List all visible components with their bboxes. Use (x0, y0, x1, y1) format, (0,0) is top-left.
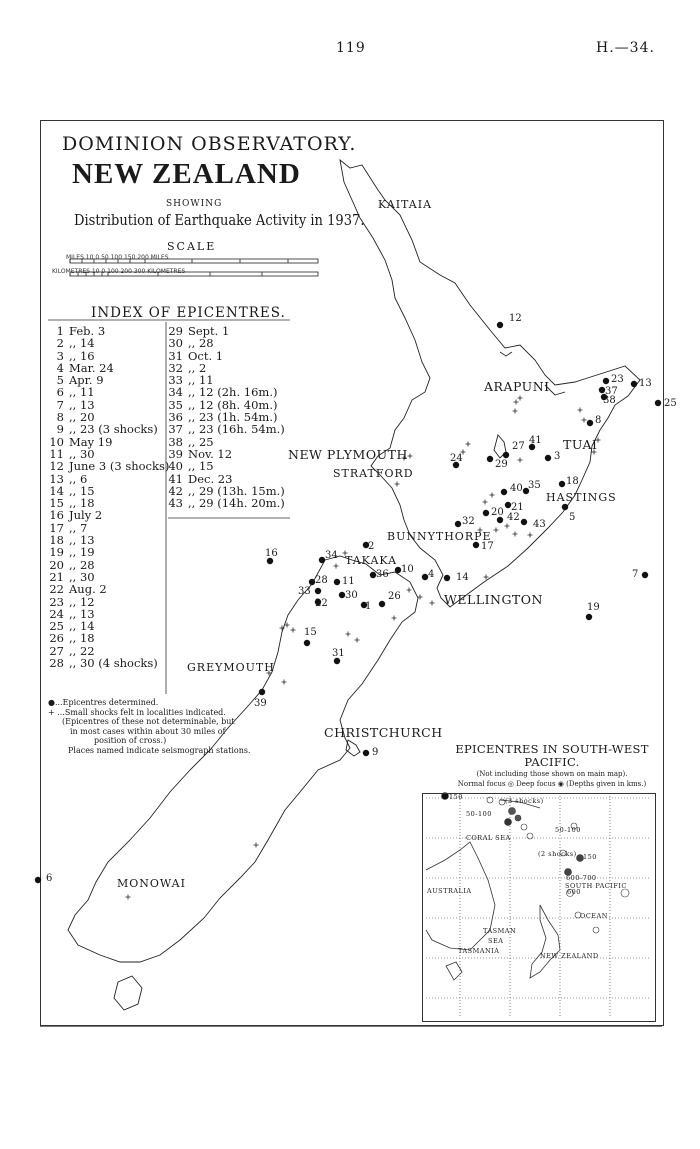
page-number: 119 (336, 40, 366, 56)
scale-km-label: KILOMETRES 10 0 100 200 300 KILOMETRES (52, 268, 186, 275)
small-shock-cross (392, 616, 397, 621)
station-hastings: HASTINGS (546, 491, 617, 504)
small-shock-cross (578, 408, 583, 413)
index-row: 16 July 2 (49, 508, 103, 523)
epicentre-label: 39 (254, 698, 267, 709)
small-shock-cross (518, 396, 523, 401)
epicentre-label: 37 (605, 386, 618, 397)
stewart-island-outline (114, 976, 142, 1010)
small-shock-cross (407, 588, 412, 593)
epicentre-dot (642, 572, 648, 578)
index-row: 13 ,, 6 (49, 471, 88, 486)
index-row: 29 Sept. 1 (168, 324, 230, 338)
index-row: 37 ,, 23 (16h. 54m.) (168, 422, 285, 437)
epicentre-dot (363, 750, 369, 756)
index-row: 40 ,, 15 (168, 459, 214, 474)
epicentre-label: 27 (512, 441, 525, 452)
epicentre-dot (444, 575, 450, 581)
epicentre-label: 34 (325, 550, 338, 561)
epicentre-label: 13 (639, 378, 652, 389)
small-shock-cross (126, 895, 131, 900)
epicentre-dot (334, 579, 340, 585)
station-tuai: TUAI (563, 437, 598, 452)
small-shock-cross (483, 500, 488, 505)
inset-label-australia: AUSTRALIA (427, 887, 472, 895)
inset-label-tasmania: TASMANIA (458, 947, 500, 955)
station-new-plymouth: NEW PLYMOUTH (288, 447, 408, 462)
epicentre-label: 26 (388, 591, 401, 602)
station-takaka: TAKAKA (345, 554, 398, 567)
epicentre-dot (304, 640, 310, 646)
epicentre-label: 28 (315, 575, 328, 586)
index-rules (48, 320, 290, 694)
inset-label-tasman: TASMAN (483, 927, 517, 935)
index-row: 31 Oct. 1 (168, 348, 224, 363)
index-row: 1 Feb. 3 (56, 324, 106, 338)
index-row: 27 ,, 22 (49, 643, 95, 658)
inset-label-depth: 600-700 (566, 874, 597, 882)
legend-note-1: (Epicentres of these not determinable, but (62, 717, 235, 726)
south-island-coast (68, 556, 418, 1010)
index-row: 8 ,, 20 (56, 410, 95, 425)
epicentre-dot (631, 381, 637, 387)
epicentre-dot (497, 322, 503, 328)
small-shock-cross (528, 533, 533, 538)
inset-note: (Not including those shown on main map). (476, 770, 628, 778)
index-row: 33 ,, 11 (168, 373, 214, 388)
index-row: 15 ,, 18 (49, 496, 95, 511)
epicentre-label: 29 (495, 459, 508, 470)
scale-miles-label: MILES 10 0 50 100 150 200 MILES (66, 254, 169, 261)
index-row: 9 ,, 23 (3 shocks) (56, 422, 158, 437)
title-observatory: DOMINION OBSERVATORY. (62, 133, 357, 155)
epicentre-dot (559, 481, 565, 487)
legend-stations-note: Places named indicate seismograph stations. (68, 745, 251, 755)
index-row: 10 May 19 (49, 434, 113, 449)
index-row: 30 ,, 28 (168, 336, 214, 351)
index-row: 22 Aug. 2 (49, 582, 107, 597)
title-country: NEW ZEALAND (72, 158, 301, 190)
index-row: 11 ,, 30 (49, 446, 95, 461)
small-shock-cross (355, 638, 360, 643)
index-row: 34 ,, 12 (2h. 16m.) (168, 385, 278, 400)
epicentre-dot (501, 489, 507, 495)
page-reference: H.—34. (596, 40, 655, 56)
epicentre-label: 35 (528, 480, 541, 491)
small-shock-cross (254, 843, 259, 848)
index-row: 12 June 3 (3 shocks) (49, 459, 170, 474)
scale-label: SCALE (167, 240, 217, 253)
index-row: 2 ,, 14 (56, 336, 95, 351)
index-row: 3 ,, 16 (56, 348, 95, 363)
title-showing: SHOWING (166, 199, 223, 209)
epicentre-label: 31 (332, 648, 345, 659)
scale-bar-km (70, 272, 318, 276)
index-row: 26 ,, 18 (49, 631, 95, 646)
title-subject: Distribution of Earthquake Activity in 1937. (74, 213, 365, 229)
epicentre-label: 17 (481, 541, 494, 552)
scale-bars (70, 259, 318, 276)
epicentre-dot (455, 521, 461, 527)
epicentre-dot (603, 378, 609, 384)
epicentre-label: 4 (428, 569, 435, 580)
station-christchurch: CHRISTCHURCH (324, 725, 443, 740)
epicentre-label: 41 (529, 435, 542, 446)
inset-title-1: EPICENTRES IN SOUTH-WEST (455, 742, 649, 756)
epicentre-dot (587, 420, 593, 426)
epicentre-label: 2 (368, 541, 375, 552)
station-arapuni: ARAPUNI (484, 379, 550, 394)
epicentre-label: 5 (569, 512, 576, 523)
index-row: 36 ,, 23 (1h. 54m.) (168, 410, 278, 425)
epicentre-label: 36 (376, 569, 389, 580)
small-shock-cross (430, 601, 435, 606)
index-title: INDEX OF EPICENTRES. (91, 305, 286, 321)
station-monowai: MONOWAI (117, 877, 186, 890)
index-row: 41 Dec. 23 (168, 471, 233, 486)
index-row: 43 ,, 29 (14h. 20m.) (168, 496, 285, 511)
epicentre-dot (379, 601, 385, 607)
epicentre-label: 38 (603, 395, 616, 406)
small-shock-cross (466, 442, 471, 447)
inset-label-depth: 150 (583, 853, 597, 861)
index-row: 35 ,, 12 (8h. 40m.) (168, 397, 278, 412)
scale-ticks-km (70, 272, 262, 276)
inset-label-depth: 150 (449, 793, 463, 801)
inset-label-depth: 600 (567, 888, 581, 896)
small-shock-cross (395, 482, 400, 487)
epicentre-label: 19 (587, 602, 600, 613)
index-row: 23 ,, 12 (49, 594, 95, 609)
epicentre-label: 7 (632, 569, 639, 580)
epicentre-label: 6 (46, 873, 53, 884)
station-kaitaia: KAITAIA (378, 198, 433, 211)
small-shock-cross (505, 524, 510, 529)
index-row: 6 ,, 11 (56, 385, 95, 400)
banks-peninsula (346, 740, 360, 756)
epicentre-label: 12 (509, 313, 522, 324)
index-row: 4 Mar. 24 (56, 360, 114, 375)
epicentre-label: 3 (554, 451, 561, 462)
small-shock-cross (513, 532, 518, 537)
epicentre-label: 24 (450, 453, 463, 464)
epicentre-dot (483, 510, 489, 516)
index-row: 42 ,, 29 (13h. 15m.) (168, 483, 285, 498)
epicentre-label: 32 (462, 516, 475, 527)
inset-map-box (422, 793, 656, 1022)
inset-title-2: PACIFIC. (524, 755, 580, 769)
inset-label-depth: 50-100 (555, 826, 581, 834)
station-wellington: WELLINGTON (444, 592, 543, 607)
index-row: 21 ,, 30 (49, 569, 95, 584)
epicentre-label: 18 (566, 476, 579, 487)
small-shock-cross (408, 454, 413, 459)
epicentre-label: 40 (510, 483, 523, 494)
small-shock-cross (346, 632, 351, 637)
small-shock-cross (291, 628, 296, 633)
inset-key: Normal focus ◎ Deep focus ◉ (Depths given in kms.) (457, 780, 647, 788)
epicentre-dot (315, 588, 321, 594)
small-shock-cross (514, 400, 519, 405)
index-row: 25 ,, 14 (49, 619, 95, 634)
epicentre-label: 20 (491, 507, 504, 518)
epicentre-dot (259, 689, 265, 695)
legend-small-shocks: + ...Small shocks felt in localities indicated. (48, 707, 226, 717)
index-row: 5 Apr. 9 (56, 373, 104, 388)
small-shock-cross (518, 458, 523, 463)
epicentre-label: 22 (315, 598, 328, 609)
index-row: 24 ,, 13 (49, 606, 95, 621)
index-row: 20 ,, 28 (49, 557, 95, 572)
epicentre-label: 11 (342, 576, 355, 587)
small-shock-cross (490, 493, 495, 498)
inset-label-coral-sea: CORAL SEA (466, 834, 511, 842)
station-stratford: STRATFORD (333, 467, 414, 480)
scale-bar-miles (70, 259, 318, 263)
epicentre-dot (545, 455, 551, 461)
legend-note-2: in most cases within about 30 miles of (70, 726, 226, 736)
small-shock-cross (484, 575, 489, 580)
epicentre-dot (35, 877, 41, 883)
inset-label-south-pacific: SOUTH PACIFIC (565, 882, 627, 890)
epicentre-label: 30 (345, 590, 358, 601)
inset-label-2-shocks: (2 shocks) (538, 850, 577, 858)
epicentre-label: 15 (304, 627, 317, 638)
index-row: 32 ,, 2 (168, 360, 207, 375)
epicentre-label: 14 (456, 572, 469, 583)
inset-label-sea: SEA (488, 937, 504, 945)
epicentre-label: 43 (533, 519, 546, 530)
scale-ticks-miles (70, 259, 288, 263)
epicentre-label: 33 (298, 586, 311, 597)
index-row: 38 ,, 25 (168, 434, 214, 449)
coromandel-inlet (500, 352, 512, 356)
epicentre-label: 25 (664, 398, 677, 409)
epicentre-label: 16 (265, 548, 278, 559)
index-row: 19 ,, 19 (49, 545, 95, 560)
small-shock-cross (282, 680, 287, 685)
legend (48, 698, 251, 755)
epicentre-dot (503, 452, 509, 458)
epicentre-dot (487, 456, 493, 462)
index-row: 7 ,, 13 (56, 397, 95, 412)
small-shock-cross (334, 564, 339, 569)
legend-note-3: position of cross.) (94, 736, 167, 745)
epicentre-label: 9 (372, 747, 379, 758)
index-row: 14 ,, 15 (49, 483, 95, 498)
epicentre-dot (586, 614, 592, 620)
small-shock-cross (513, 409, 518, 414)
epicentre-dot (655, 400, 661, 406)
index-row: 18 ,, 13 (49, 533, 95, 548)
inset-label-depth: 50-100 (466, 810, 492, 818)
station-bunnythorpe: BUNNYTHORPE (387, 530, 492, 543)
index-row: 17 ,, 7 (49, 520, 88, 535)
epicentre-label: 23 (611, 374, 624, 385)
small-shock-cross (582, 418, 587, 423)
epicentre-label: 21 (511, 502, 524, 513)
epicentre-label: 42 (507, 512, 520, 523)
epicentre-label: 8 (595, 415, 602, 426)
small-shock-cross (494, 528, 499, 533)
inset-label-ocean: OCEAN (580, 912, 608, 920)
legend-epicentres: ●...Epicentres determined. (48, 698, 159, 707)
epicentre-dot (521, 519, 527, 525)
index-row: 39 Nov. 12 (168, 446, 233, 461)
epicentre-label: 1 (365, 601, 372, 612)
inset-label-new-zealand: NEW ZEALAND (540, 952, 599, 960)
epicentre-label: 10 (401, 564, 414, 575)
inset-label-3-shocks: (3 shocks) (505, 797, 544, 805)
index-row: 28 ,, 30 (4 shocks) (49, 656, 158, 671)
station-greymouth: GREYMOUTH (187, 661, 275, 674)
epicentre-dot (562, 504, 568, 510)
south-island-outline (68, 556, 418, 962)
